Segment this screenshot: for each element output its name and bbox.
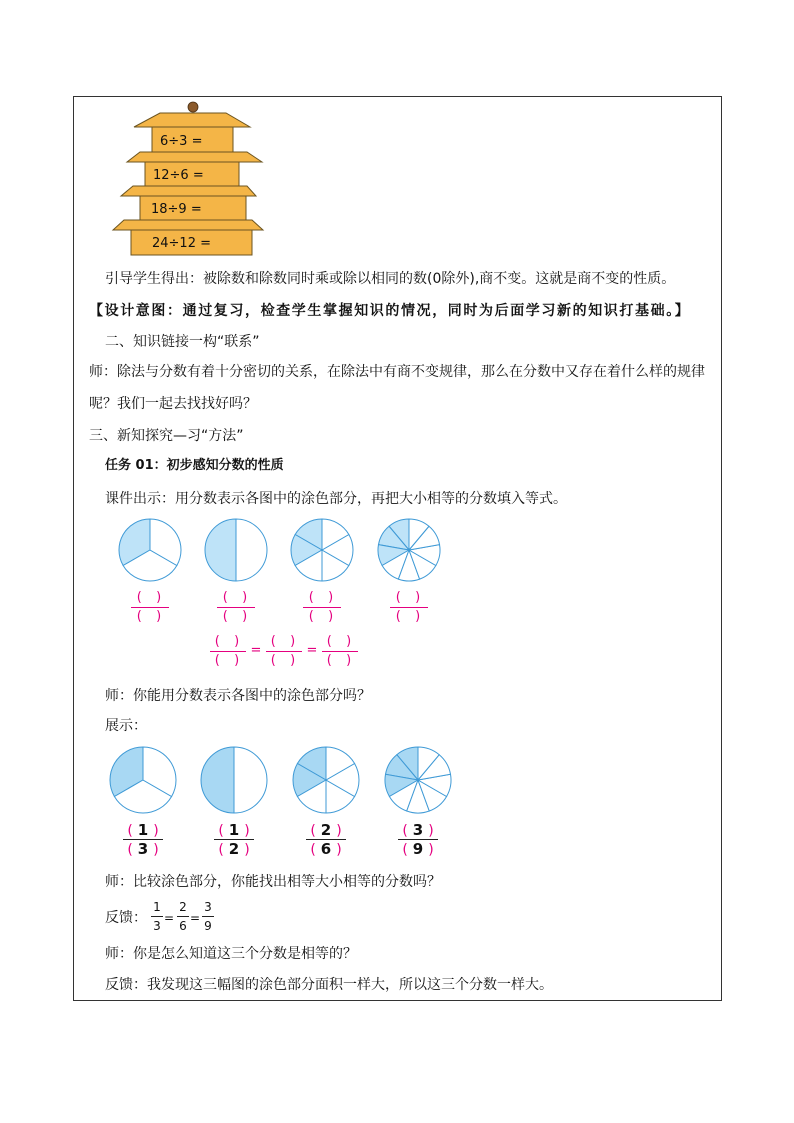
denominator-blank: ( ) <box>214 653 242 668</box>
feedback-explanation: 反馈：我发现这三幅图的涂色部分面积一样大，所以这三个分数一样大。 <box>105 977 553 993</box>
answer-fraction <box>214 821 254 858</box>
close-paren: ) <box>244 842 250 858</box>
pie-ninths <box>377 518 441 582</box>
equation-blank-fraction <box>322 633 358 670</box>
inline-fraction <box>151 899 163 934</box>
equation-blank-fraction <box>266 633 302 670</box>
answer-fraction <box>398 821 438 858</box>
close-paren: ) <box>336 823 342 839</box>
numerator <box>398 821 438 839</box>
pie-thirds-answer <box>109 746 177 814</box>
denominator <box>306 840 346 858</box>
feedback-label: 反馈： <box>105 910 147 926</box>
blank-fraction <box>131 589 169 626</box>
teacher-question-represent: 师：你能用分数表示各图中的涂色部分吗？ <box>105 688 371 704</box>
denominator-blank: ( ) <box>222 609 250 624</box>
pagoda-roof <box>121 186 256 196</box>
denominator-blank: ( ) <box>395 609 423 624</box>
task-title: 任务 01：初步感知分数的性质 <box>105 458 284 473</box>
denominator <box>214 840 254 858</box>
teacher-intro-line-1: 师：除法与分数有着十分密切的关系，在除法中有商不变规律，那么在分数中又存在着什么样的规律 <box>89 364 705 380</box>
pagoda-illustration <box>0 0 794 262</box>
numerator-blank: ( ) <box>308 590 336 605</box>
numerator-value: 1 <box>153 900 161 914</box>
open-paren: ( <box>218 823 224 839</box>
section-heading-new-knowledge: 三、新知探究—习“方法” <box>89 428 244 444</box>
open-paren: ( <box>310 842 316 858</box>
numerator-value: 3 <box>204 900 212 914</box>
pagoda-roof <box>113 220 263 230</box>
denominator-value: 3 <box>153 919 161 933</box>
blank-fraction <box>217 589 255 626</box>
numerator-blank: ( ) <box>214 634 242 649</box>
open-paren: ( <box>127 823 133 839</box>
equals-sign: = <box>250 643 262 658</box>
open-paren: ( <box>402 823 408 839</box>
display-label: 展示： <box>105 718 147 734</box>
denominator-value: 9 <box>204 919 212 933</box>
denominator-value: 2 <box>228 840 240 858</box>
pagoda-roof <box>134 113 250 127</box>
denominator-value: 3 <box>137 840 149 858</box>
teacher-question-compare: 师：比较涂色部分，你能找出相等大小相等的分数吗？ <box>105 874 441 890</box>
open-paren: ( <box>218 842 224 858</box>
answer-fraction <box>123 821 163 858</box>
close-paren: ) <box>428 842 434 858</box>
pie-sector <box>234 747 267 813</box>
pie-sector <box>236 519 267 581</box>
pie-thirds <box>118 518 182 582</box>
pie-sixths <box>290 518 354 582</box>
denominator-blank: ( ) <box>326 653 354 668</box>
pagoda-knob <box>188 102 198 112</box>
denominator-value: 6 <box>179 919 187 933</box>
fraction-bar <box>177 916 189 917</box>
pie-sixths-answer <box>292 746 360 814</box>
inline-fraction <box>202 899 214 934</box>
equals-sign: = <box>306 643 318 658</box>
equation-blank-fraction <box>210 633 246 670</box>
pagoda-roof <box>127 152 262 162</box>
denominator-blank: ( ) <box>270 653 298 668</box>
denominator <box>398 840 438 858</box>
teacher-question-how: 师：你是怎么知道这三个分数是相等的？ <box>105 946 357 962</box>
blank-fraction <box>303 589 341 626</box>
pagoda-level-label: 24÷12 = <box>152 236 212 251</box>
answer-fraction <box>306 821 346 858</box>
numerator-blank: ( ) <box>270 634 298 649</box>
pie-halves <box>204 518 268 582</box>
open-paren: ( <box>310 823 316 839</box>
numerator <box>306 821 346 839</box>
courseware-instruction: 课件出示：用分数表示各图中的涂色部分，再把大小相等的分数填入等式。 <box>105 491 567 507</box>
design-intent-note: 【设计意图：通过复习，检查学生掌握知识的情况，同时为后面学习新的知识打基础。】 <box>89 303 691 319</box>
blank-fraction <box>390 589 428 626</box>
close-paren: ) <box>244 823 250 839</box>
open-paren: ( <box>402 842 408 858</box>
numerator-value: 3 <box>412 821 424 839</box>
numerator <box>123 821 163 839</box>
denominator-value: 9 <box>412 840 424 858</box>
denominator-value: 6 <box>320 840 332 858</box>
review-conclusion: 引导学生得出：被除数和除数同时乘或除以相同的数(0除外),商不变。这就是商不变的性质。 <box>105 271 676 287</box>
numerator <box>214 821 254 839</box>
close-paren: ) <box>336 842 342 858</box>
pie-sector-shaded <box>205 519 236 581</box>
close-paren: ) <box>153 823 159 839</box>
pagoda-level-label: 6÷3 = <box>160 134 203 149</box>
pagoda-level-label: 18÷9 = <box>151 202 202 217</box>
fraction-bar <box>151 916 163 917</box>
inline-fraction <box>177 899 189 934</box>
numerator-blank: ( ) <box>326 634 354 649</box>
numerator-value: 2 <box>179 900 187 914</box>
numerator-blank: ( ) <box>222 590 250 605</box>
numerator-blank: ( ) <box>136 590 164 605</box>
numerator-value: 2 <box>320 821 332 839</box>
close-paren: ) <box>153 842 159 858</box>
teacher-intro-line-2: 呢？我们一起去找找好吗？ <box>89 396 257 412</box>
numerator-value: 1 <box>137 821 149 839</box>
close-paren: ) <box>428 823 434 839</box>
pagoda-level-label: 12÷6 = <box>153 168 204 183</box>
equals-sign: = <box>164 911 175 925</box>
pie-ninths-answer <box>384 746 452 814</box>
section-heading-knowledge-link: 二、知识链接一构“联系” <box>105 334 260 350</box>
denominator <box>123 840 163 858</box>
equals-sign: = <box>190 911 201 925</box>
numerator-blank: ( ) <box>395 590 423 605</box>
open-paren: ( <box>127 842 133 858</box>
numerator-value: 1 <box>228 821 240 839</box>
denominator-blank: ( ) <box>308 609 336 624</box>
denominator-blank: ( ) <box>136 609 164 624</box>
fraction-bar <box>202 916 214 917</box>
pie-halves-answer <box>200 746 268 814</box>
pie-sector-shaded <box>201 747 234 813</box>
